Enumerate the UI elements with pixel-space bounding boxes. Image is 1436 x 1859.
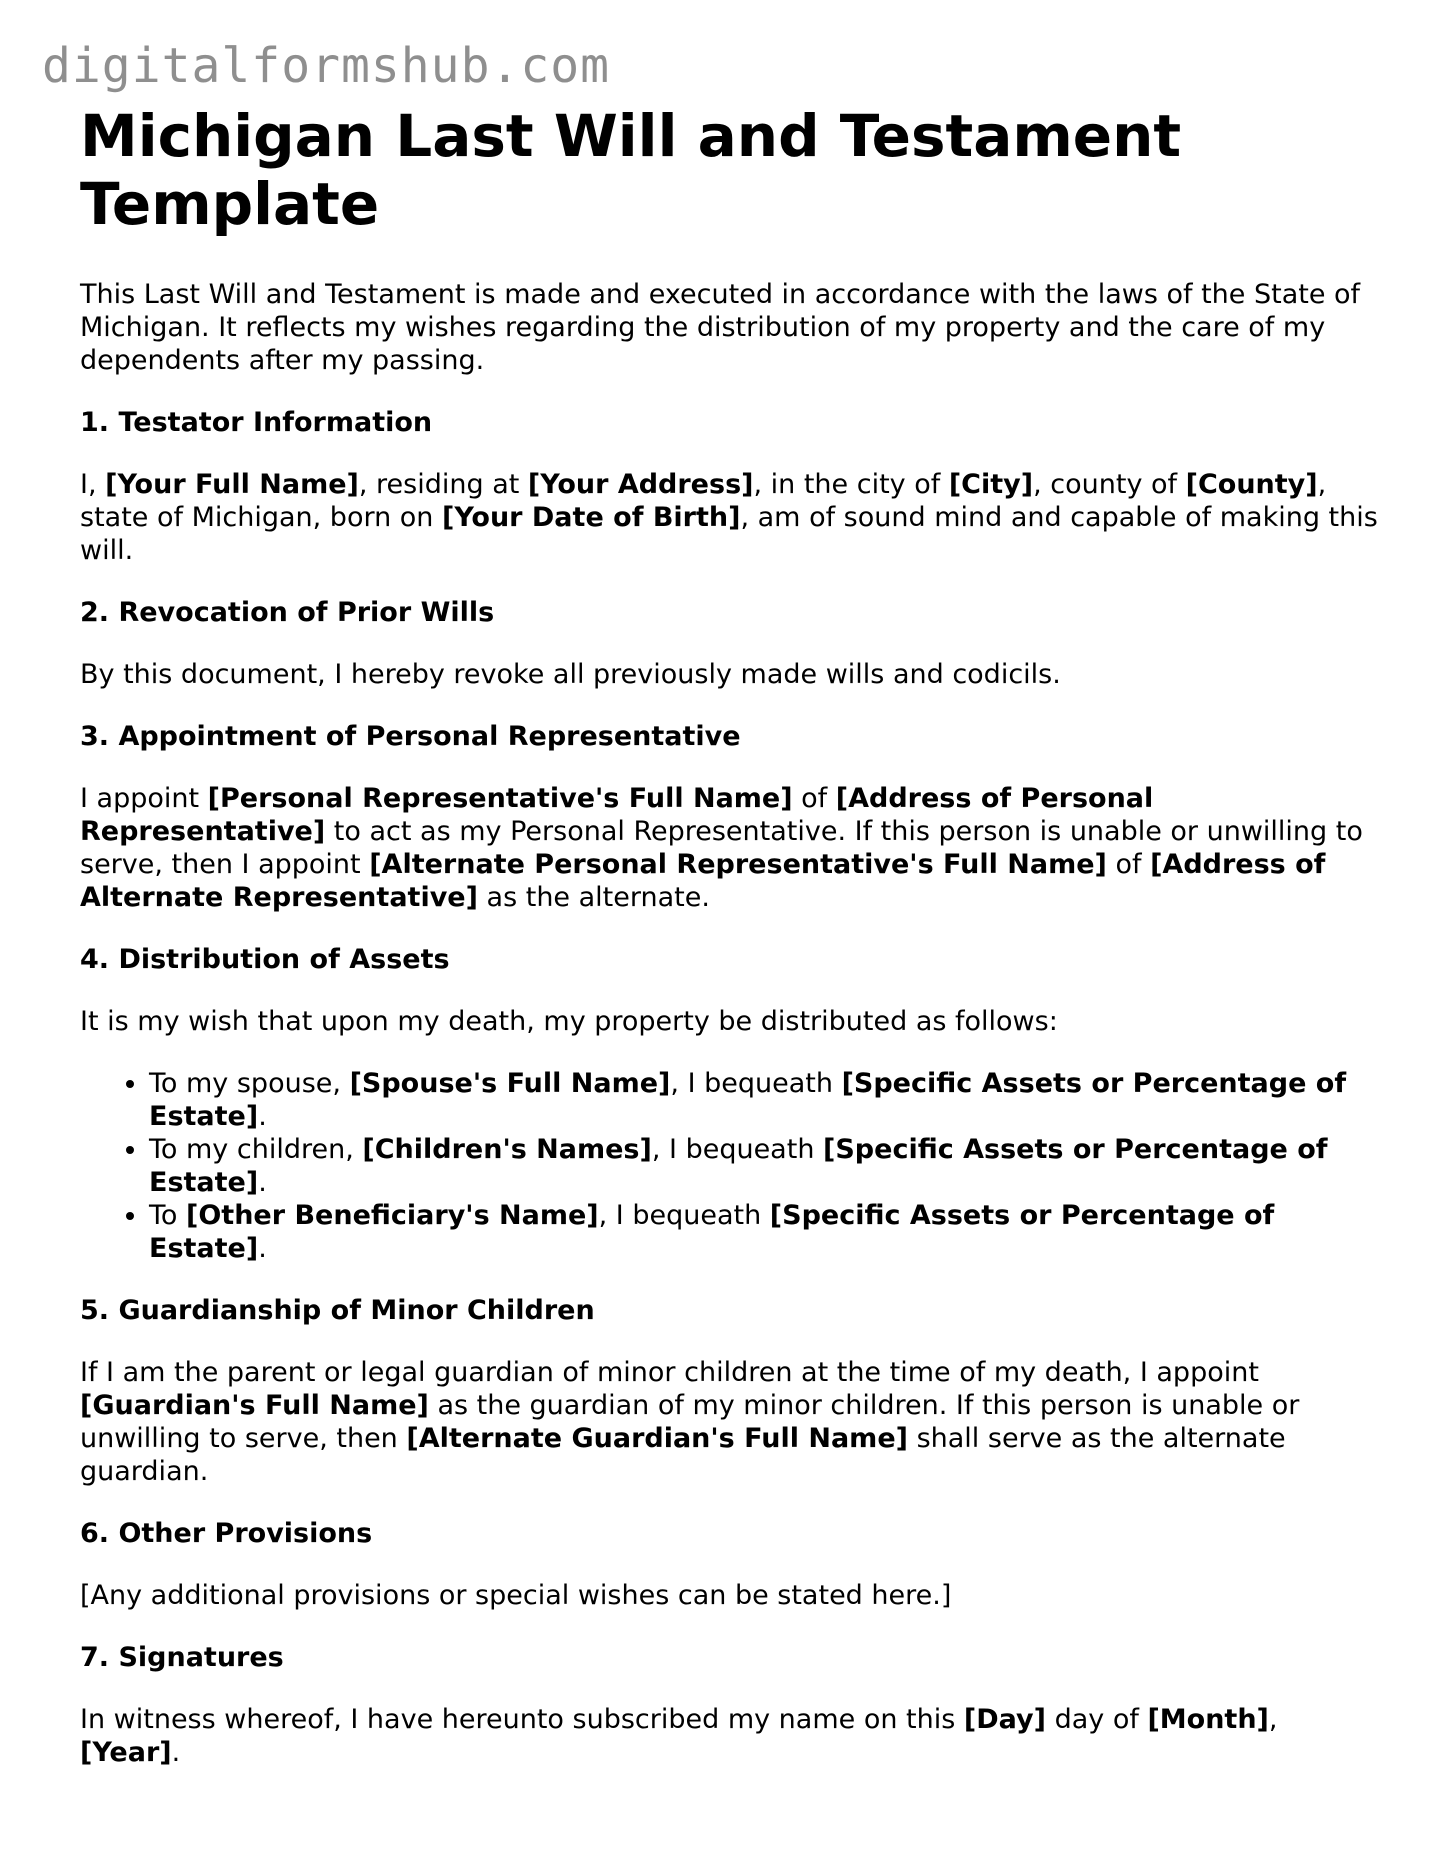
text-segment: , xyxy=(1268,1704,1278,1735)
placeholder-address: [Your Address] xyxy=(527,469,754,500)
text-segment: If I am the parent or legal guardian of minor children at the time of my death, I appoint xyxy=(80,1357,1259,1388)
text-segment: To my children, xyxy=(149,1134,363,1165)
text-segment: , am of sound mind and capable of making this will. xyxy=(80,502,1378,566)
section-heading-testator: 1. Testator Information xyxy=(80,407,433,438)
section-heading-representative: 3. Appointment of Personal Representative xyxy=(80,721,741,752)
text-segment: , county of xyxy=(1033,469,1186,500)
text-segment: , I bequeath xyxy=(670,1068,842,1099)
text-segment: , I bequeath xyxy=(651,1134,824,1165)
list-item xyxy=(149,1133,1380,1199)
document-page xyxy=(80,102,1380,1769)
placeholder-city: [City] xyxy=(948,469,1034,500)
guardianship-paragraph xyxy=(80,1356,1380,1488)
placeholder-spouse-name: [Spouse's Full Name] xyxy=(349,1068,671,1099)
list-item xyxy=(149,1067,1380,1133)
text-segment: I appoint xyxy=(80,783,208,814)
placeholder-children-names: [Children's Names] xyxy=(362,1134,652,1165)
placeholder-assets: [Specific Assets or Percentage of Estate] xyxy=(149,1134,1328,1198)
text-segment: To xyxy=(149,1200,187,1231)
intro-paragraph: This Last Will and Testament is made and executed in accordance with the laws of the State of Michigan. It reflects my wishes regarding the distribution of my property and the care of my dependents after my passing. xyxy=(80,279,1361,376)
testator-paragraph xyxy=(80,468,1380,567)
text-segment: day of xyxy=(1046,1704,1148,1735)
placeholder-year: [Year] xyxy=(80,1737,172,1768)
text-segment: , I bequeath xyxy=(598,1200,770,1231)
placeholder-full-name: [Your Full Name] xyxy=(105,469,359,500)
placeholder-alternate-representative-address: [Address of Alternate Representative] xyxy=(80,849,1326,913)
text-segment: I, xyxy=(80,469,106,500)
text-segment: . xyxy=(258,1101,267,1132)
section-heading-signatures: 7. Signatures xyxy=(80,1642,284,1673)
placeholder-county: [County] xyxy=(1185,469,1318,500)
section-heading-other-provisions: 6. Other Provisions xyxy=(80,1518,373,1549)
distribution-list xyxy=(80,1067,1380,1265)
placeholder-alternate-representative-name: [Alternate Personal Representative's Full Name] xyxy=(369,849,1107,880)
text-segment: shall serve as the alternate guardian. xyxy=(80,1423,1286,1487)
text-segment: In witness whereof, I have hereunto subscribed my name on this xyxy=(80,1704,964,1735)
placeholder-assets: [Specific Assets or Percentage of Estate] xyxy=(149,1068,1347,1132)
other-provisions-paragraph: [Any additional provisions or special wishes can be stated here.] xyxy=(80,1580,952,1611)
placeholder-alternate-guardian-name: [Alternate Guardian's Full Name] xyxy=(406,1423,908,1454)
text-segment: . xyxy=(171,1737,181,1768)
document-title: Michigan Last Will and Testament Template xyxy=(80,102,1182,238)
text-segment: To my spouse, xyxy=(149,1068,350,1099)
distribution-paragraph: It is my wish that upon my death, my property be distributed as follows: xyxy=(80,1006,1058,1037)
text-segment: to act as my Personal Representative. If this person is unable or unwilling to serve, then I appoint xyxy=(80,816,1363,880)
placeholder-assets: [Specific Assets or Percentage of Estate] xyxy=(149,1200,1275,1264)
text-segment: , state of Michigan, born on xyxy=(80,469,1327,533)
section-heading-guardianship: 5. Guardianship of Minor Children xyxy=(80,1295,595,1326)
signatures-paragraph xyxy=(80,1703,1380,1769)
text-segment: as the guardian of my minor children. If this person is unable or unwilling to serve, then xyxy=(80,1390,1300,1454)
text-segment: of xyxy=(792,783,836,814)
list-item xyxy=(149,1199,1380,1265)
section-heading-distribution: 4. Distribution of Assets xyxy=(80,944,450,975)
placeholder-date-of-birth: [Your Date of Birth] xyxy=(442,502,741,533)
placeholder-guardian-name: [Guardian's Full Name] xyxy=(80,1390,429,1421)
section-heading-revocation: 2. Revocation of Prior Wills xyxy=(80,597,495,628)
text-segment: , in the city of xyxy=(753,469,949,500)
text-segment: as the alternate. xyxy=(477,882,710,913)
text-segment: of xyxy=(1106,849,1151,880)
placeholder-day: [Day] xyxy=(963,1704,1046,1735)
text-segment: . xyxy=(258,1233,267,1264)
placeholder-representative-address: [Address of Personal Representative] xyxy=(80,783,1154,847)
revocation-paragraph: By this document, I hereby revoke all previously made wills and codicils. xyxy=(80,659,1061,690)
placeholder-beneficiary-name: [Other Beneficiary's Name] xyxy=(186,1200,599,1231)
placeholder-month: [Month] xyxy=(1147,1704,1269,1735)
watermark: digitalformshub.com xyxy=(42,38,611,94)
text-segment: , residing at xyxy=(358,469,528,500)
representative-paragraph xyxy=(80,782,1380,914)
placeholder-representative-name: [Personal Representative's Full Name] xyxy=(207,783,793,814)
text-segment: . xyxy=(258,1167,267,1198)
